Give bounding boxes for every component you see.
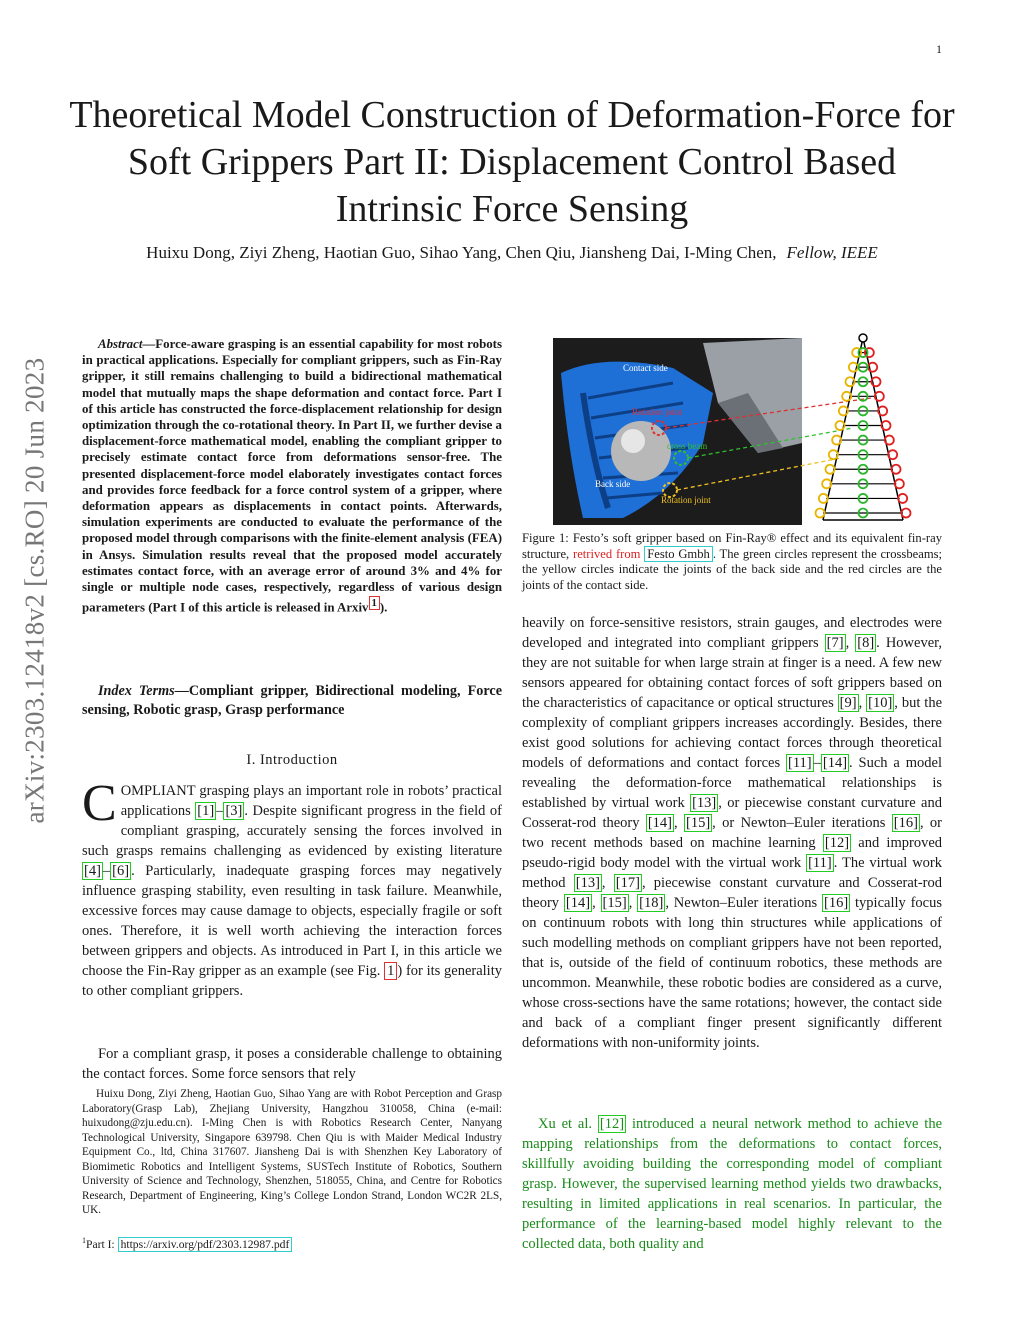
- label-cross-beam: cross beam: [667, 441, 708, 451]
- abstract: [82, 336, 502, 616]
- citation-link[interactable]: [10]: [868, 695, 893, 711]
- citation-link[interactable]: [18]: [639, 895, 664, 911]
- dropcap: C: [82, 775, 117, 832]
- footnote-label: Part I:: [86, 1237, 118, 1251]
- authors-names: Huixu Dong, Ziyi Zheng, Haotian Guo, Sihao Yang, Chen Qiu, Jiansheng Dai, I-Ming Chen,: [146, 243, 777, 262]
- body-text: . Such a model revealing the deformation-force mathematical relationships is established by virtual work: [522, 755, 942, 811]
- abstract-end: ).: [379, 600, 388, 615]
- citation-link[interactable]: [17]: [615, 875, 640, 891]
- citation-link[interactable]: [9]: [839, 695, 857, 711]
- affiliation-footnote: Huixu Dong, Ziyi Zheng, Haotian Guo, Sihao Yang are with Robot Perception and Grasp Laboratory(Grasp Lab), Zhejiang University, Hangzhou 310058, China (e-mail: huixudong@zju.edu.cn). I-Ming Chen is with Robotics Research Center, Nanyang Technological University, Singapore 639798. Chen Qiu is with Maider Medical Industry Equipment Co., ltd, China 317607. Jiansheng Dai is with Shenzhen Key Laboratory of Biomimetic Robotics and Intelligent Systems, SUSTech Institute of Robotics, Southern University of Science and Technology, Shenzhen, 518055, China, and Centre for Robotics Research, Department of Engineering, King’s College London Strand, London WC2R 2LS, UK.: [82, 1088, 502, 1216]
- figure-1: [553, 333, 945, 530]
- citation-link[interactable]: [4]: [84, 863, 101, 879]
- citation-link[interactable]: [16]: [893, 815, 918, 831]
- citation-link[interactable]: [8]: [857, 635, 875, 651]
- citation-link[interactable]: [12]: [599, 1116, 625, 1132]
- body-text: Xu et al.: [538, 1116, 598, 1132]
- body-text: . However, they are not suitable for when large strain at finger is a need. A few new sensors appeared for obtaining contact forces of soft grippers based on the characteristics of capacitance or optical structures: [522, 635, 943, 711]
- arxiv-identifier: arXiv:2303.12418v2 [cs.RO] 20 Jun 2023: [19, 357, 50, 824]
- citation-link[interactable]: [15]: [602, 895, 627, 911]
- body-text: , Newton–Euler iterations: [665, 895, 823, 911]
- fin-ray-model: [816, 334, 911, 520]
- citation-link[interactable]: [13]: [692, 795, 717, 811]
- footnote-1: [82, 1236, 502, 1251]
- body-text: heavily on force-sensitive resistors, strain gauges, and electrodes were developed and integrated into compliant grippers: [522, 615, 942, 651]
- body-text: typically focus on continuum robots with long thin structures while applications of such modelling methods on compliant grippers have not been reported, that is, outside of the field of continuum robotics, these methods are uncommon. Meanwhile, these robotic bodies are considered as a curve, whose cross-sections have the same rotations; however, the contact side and back of a compliant finger present significantly different deformations with non-uniformity joints.: [522, 895, 943, 1051]
- right-column-paragraph: [522, 613, 942, 1053]
- index-terms-text: —Compliant gripper, Bidirectional modeling, Force sensing, Robotic grasp, Grasp performance: [82, 683, 502, 718]
- citation-link[interactable]: [15]: [686, 815, 711, 831]
- caption-text: . The green circles represent the crossbeams; the yellow circles indicate the joints of the back side and the red circles are the joints of the contact side.: [522, 546, 943, 592]
- citation-link[interactable]: [13]: [575, 875, 600, 891]
- intro-text: . Particularly, inadequate grasping forces may negatively influence grasping stability, even resulting in task failure. Meanwhile, excessive forces may cause damage to objects, especially fragile or soft ones. Therefore, it is well worth achieving the interaction forces between grippers and objects. As introduced in Part I, in this article we choose the Fin-Ray gripper as an example (see Fig.: [82, 863, 502, 979]
- intro-text: OMPLIANT grasping plays an important role in robots’ practical applications: [120, 783, 502, 819]
- grasped-sphere: [611, 421, 671, 481]
- body-text: ,: [592, 895, 601, 911]
- intro-text: –: [216, 803, 224, 819]
- page-number: 1: [936, 42, 942, 56]
- citation-link[interactable]: [11]: [788, 755, 812, 771]
- body-text: ,: [601, 875, 614, 891]
- label-rotation-joint-top: Rotation joint: [632, 407, 682, 417]
- fin-ray-figure-graphic: [553, 333, 945, 530]
- citation-link[interactable]: [1]: [197, 803, 215, 819]
- citation-link[interactable]: [14]: [647, 815, 673, 831]
- intro-paragraph-2: For a compliant grasp, it poses a considerable challenge to obtaining the contact forces. Some force sensors that rely: [82, 1046, 502, 1082]
- index-terms-lead: Index Terms: [98, 683, 175, 699]
- figure-caption: [522, 531, 942, 593]
- intro-paragraph: [82, 775, 502, 1001]
- label-back-side: Back side: [595, 479, 631, 489]
- intro-text: . Despite significant progress in the field of compliant grasping, accurately sensing the forces involved in such grasps remains challenging as evidenced by existing literature: [82, 803, 502, 859]
- body-text: ,: [845, 635, 856, 651]
- body-text: –: [813, 755, 821, 771]
- citation-link[interactable]: [6]: [112, 863, 130, 879]
- sphere-highlight: [621, 429, 645, 453]
- body-text: ,: [674, 815, 684, 831]
- body-text: introduced a neural network method to achieve the mapping relationships from the deformations to contact forces, skillfully avoiding building the corresponding model of compliant grasp. However, the supervised learning method yields two drawbacks, resulting in limited applications in real scenarios. In particular, the performance of the learning-based model highly relevant to the collected data, both quality and: [522, 1116, 942, 1252]
- section-heading: I. Introduction: [246, 752, 338, 768]
- footnote-link[interactable]: 1: [369, 596, 380, 610]
- body-text: , piecewise constant curvature and Cosserat-rod theory: [522, 875, 942, 911]
- authors-suffix: Fellow, IEEE: [786, 243, 878, 262]
- abstract-lead: Abstract: [98, 337, 143, 351]
- figure-ref-link[interactable]: 1: [384, 962, 397, 980]
- citation-link[interactable]: [16]: [824, 895, 849, 911]
- body-text: . The virtual work method: [522, 855, 942, 891]
- body-text: ,: [628, 895, 638, 911]
- footnote-mark: 1: [82, 1236, 86, 1245]
- body-text: , or Newton–Euler iterations: [712, 815, 892, 831]
- author-list: [60, 243, 964, 263]
- citation-link[interactable]: [14]: [822, 755, 848, 771]
- label-rotation-joint-bottom: Rotation joint: [661, 495, 711, 505]
- intro-text: –: [102, 863, 111, 879]
- caption-text: Figure 1: Festo’s soft gripper based on Fin-Ray® effect and its equivalent fin-ray structure,: [522, 531, 942, 561]
- citation-link[interactable]: [12]: [824, 835, 850, 851]
- body-text: , or piecewise constant curvature and Cosserat-rod theory: [522, 795, 942, 831]
- caption-red-text: retrived from: [573, 546, 645, 561]
- body-text: , but the complexity of compliant grippers increases accordingly. Besides, there exist good solutions for achieving contact forces through theoretical models of deformations and contact forces: [522, 695, 942, 771]
- right-column-paragraph-green: [522, 1114, 942, 1254]
- citation-link[interactable]: [14]: [565, 895, 591, 911]
- intro-text: ) for its generality to other compliant grippers.: [82, 963, 502, 999]
- citation-link[interactable]: [11]: [808, 855, 832, 871]
- festo-link[interactable]: Festo Gmbh: [644, 546, 713, 562]
- body-text: , or two recent methods based on machine learning: [522, 815, 943, 851]
- abstract-text: —Force-aware grasping is an essential capability for most robots in practical applications. Especially for compliant grippers, such as Fin-Ray gripper, it still remains challenging to build a bidirectional mathematical model that mutually maps the shape deformation and contact force. Part I of this article has constructed the force-displacement relationship for design optimization through the co-rotational theory. In Part II, we further devise a displacement-force mathematical model, enabling the compliant gripper to precisely estimate contact force from deformations sensor-free. The presented displacement-force model elaborately investigates contact forces and provides force feedback for a force control system of a gripper, where deformation appears as displacements in contact points. Afterwards, simulation experiments are conducted to evaluate the performance of the proposed model through comparisons with the finite-element analysis (FEA) in Ansys. Simulation results reveal that the proposed model accurately estimates contact force, with an average error of around 3% and 4% for single or multiple node cases, respectively, regardless of various design parameters (Part I of this article is released in Arxiv: [82, 337, 502, 615]
- body-text: and improved pseudo-rigid body model with the virtual work: [522, 835, 943, 871]
- index-terms: [82, 682, 502, 720]
- body-text: ,: [858, 695, 867, 711]
- arxiv-url-link[interactable]: https://arxiv.org/pdf/2303.12987.pdf: [118, 1237, 293, 1252]
- paper-title: Theoretical Model Construction of Deformation-Force for Soft Grippers Part II: Displacement Control Based Intrinsic Force Sensing: [69, 94, 955, 230]
- citation-link[interactable]: [7]: [826, 635, 844, 651]
- label-contact-side: Contact side: [623, 363, 668, 373]
- citation-link[interactable]: [3]: [225, 803, 243, 819]
